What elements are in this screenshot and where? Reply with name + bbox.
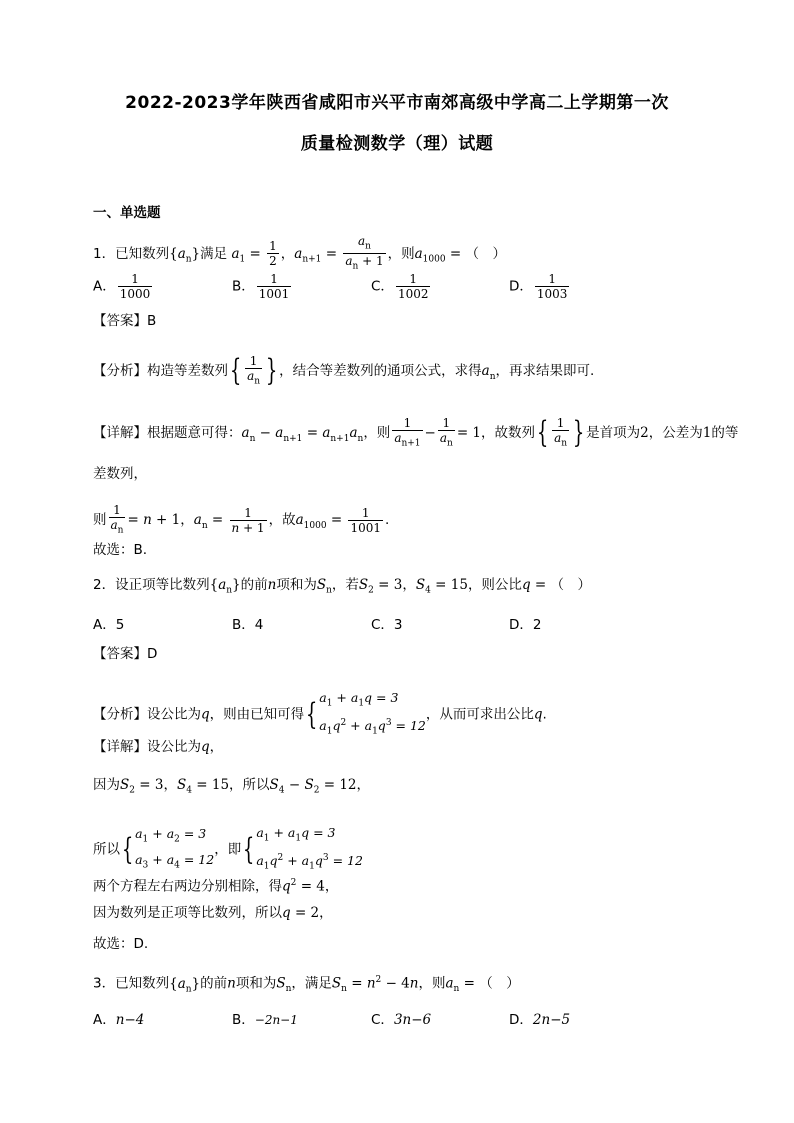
- q3-stem: 3．已知数列$\{a_n\}$的前n项和为$S_n$，满足$S_n = n^2 - 4n$，则$a_n$ = （ ）: [93, 975, 520, 995]
- q2-stem: 2．设正项等比数列$\{a_n\}$的前n项和为$S_n$，若$S_2 = 3$，$S_4 = 15$，则公比q = （ ）: [93, 577, 591, 596]
- q1-conclusion: 故选：B.: [93, 542, 148, 558]
- q2-analysis: 【分析】设公比为q，则由已知可得{ $a_1 + a_1q = 3$ $a_1q^2 + a_1q^3 = 12$，从而可求出公比q.: [93, 690, 547, 737]
- q2-system: 所以{ $a_1 + a_2 = 3$ $a_3 + a_4 = 12$，即{ $a_1 + a_1q = 3$ $a_1q^2 + a_1q^3 = 12$: [93, 825, 363, 872]
- q2-option-d: D．2: [509, 617, 542, 633]
- section-heading: 一、单选题: [93, 205, 161, 221]
- q3-option-c: C．3n−6: [371, 1012, 432, 1028]
- q2-conclusion: 故选：D.: [93, 936, 149, 952]
- q1-detail-cont: 差数列，: [93, 466, 147, 482]
- q2-because: 因为$S_2 = 3$，$S_4 = 15$，所以$S_4 - S_2 = 12$，: [93, 777, 370, 796]
- q1-option-c: C． $\frac{1}{1002}$: [371, 272, 429, 301]
- q1-answer: 【答案】B: [93, 313, 157, 329]
- q1-detail: 【详解】根据题意可得：$a_n - a_{n+1} = a_{n+1}a_n$，则 $\frac{1}{a_{n+1}}$ − $\frac{1}{a_n}$ = 1，故数列{ $\frac{1}{a_n}$ } 是首项为2，公差为1的等: [93, 415, 739, 451]
- q1-analysis: 【分析】构造等差数列{ $\frac{1}{a_n}$ } ，结合等差数列的通项公式，求得$a_n$，再求结果即可.: [93, 353, 595, 389]
- q2-detail: 【详解】设公比为q，: [93, 739, 224, 755]
- q1-option-d: D． $\frac{1}{1003}$: [509, 272, 568, 301]
- q2-option-b: B．4: [232, 617, 264, 633]
- q1-option-a: A． $\frac{1}{1000}$: [93, 272, 151, 301]
- q2-divide: 两个方程左右两边分别相除，得$q^2 = 4$，: [93, 878, 339, 895]
- q1-detail-result: 则 $\frac{1}{a_n}$ = n + 1，$a_n$ = $\frac{1}{n + 1}$ ，故$a_{1000}$ = $\frac{1}{1001}$ .: [93, 503, 390, 536]
- q3-option-a: A．n−4: [93, 1012, 145, 1028]
- q2-option-a: A．5: [93, 617, 125, 633]
- q1-stem: 1．已知数列$\{a_n\}$满足 $a_1$ = $\frac{1}{2}$ ，$a_{n+1}$ = $\frac{a_n}{a_n + 1}$ ，则$a_{1000}$ = （ ）: [93, 234, 506, 272]
- document-title-line-2: 质量检测数学（理）试题: [300, 134, 494, 154]
- document-title-line-1: 2022-2023学年陕西省咸阳市兴平市南郊高级中学高二上学期第一次: [125, 93, 669, 113]
- q2-answer: 【答案】D: [93, 646, 158, 662]
- q3-option-d: D．2n−5: [509, 1012, 571, 1028]
- q3-option-b: B．−2n−1: [232, 1012, 298, 1028]
- q1-option-b: B． $\frac{1}{1001}$: [232, 272, 290, 301]
- q2-option-c: C．3: [371, 617, 403, 633]
- q2-positive: 因为数列是正项等比数列，所以q = 2，: [93, 905, 333, 921]
